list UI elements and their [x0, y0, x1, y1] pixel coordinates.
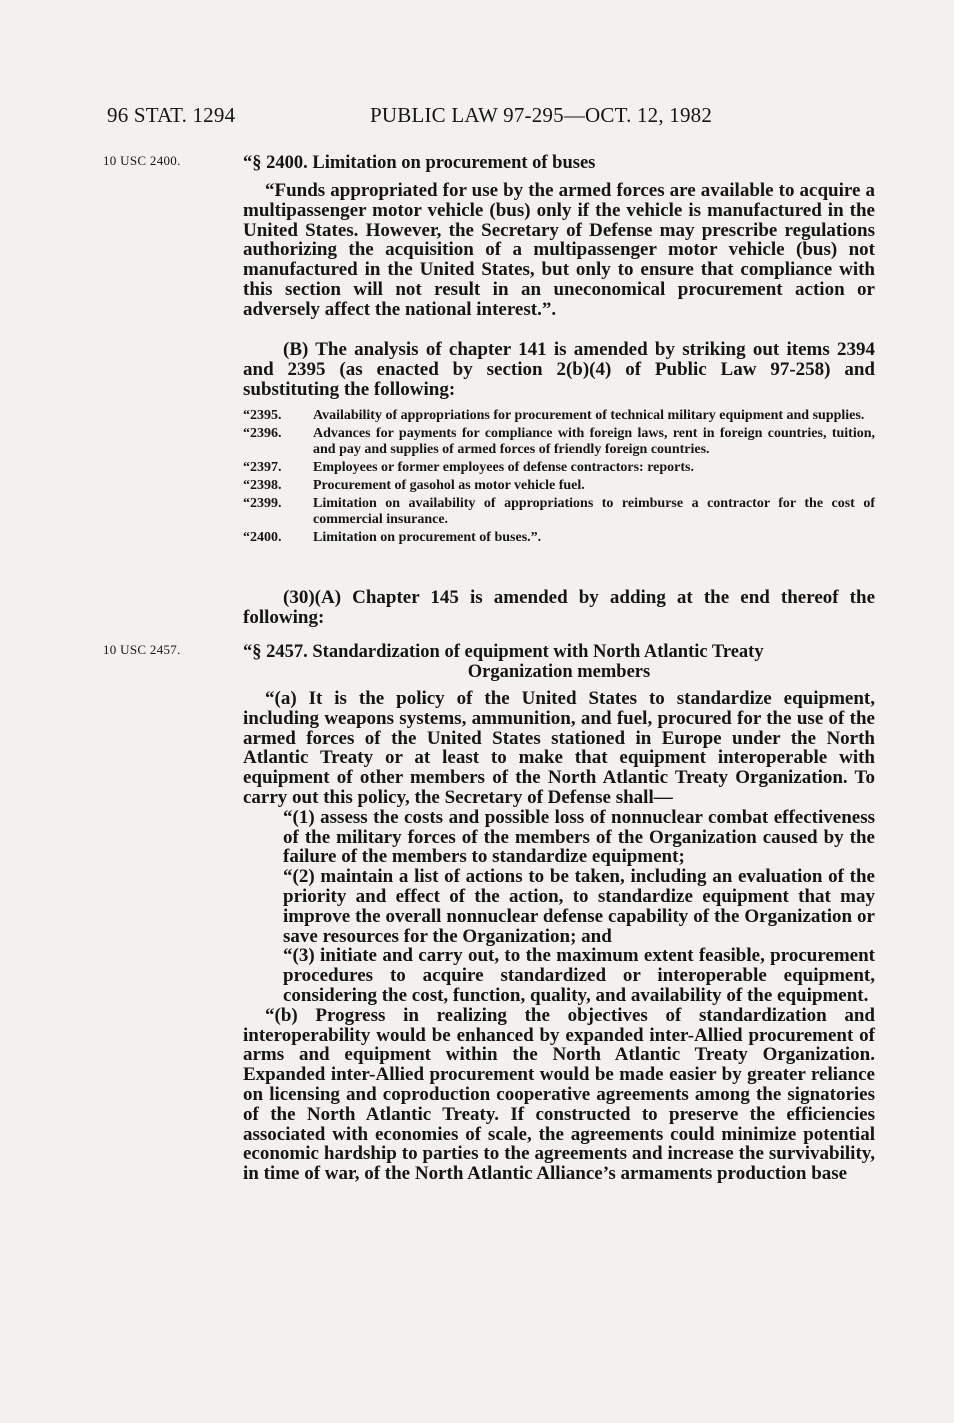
analysis-item-text: Limitation on availability of appropriations to reimburse a contractor for the cost of commercial insurance. [313, 496, 875, 527]
subsection-a-item-3: “(3) initiate and carry out, to the maximum extent feasible, procurement procedures to acquire standardized or interoperable equipment, considering the cost, function, quality, and availability of the equipment. [283, 945, 875, 1006]
analysis-item [243, 530, 875, 546]
chapter-analysis-list [243, 408, 875, 548]
section-2457-body [243, 689, 875, 1184]
amendment-b-text: (B) The analysis of chapter 141 is amended by striking out items 2394 and 2395 (as enacted by section 2(b)(4) of Public Law 97-258) and substituting the following: [243, 339, 875, 400]
subsection-a-item-1: “(1) assess the costs and possible loss of nonnuclear combat effectiveness of the military forces of the members of the Organization caused by the failure of the members to standardize equipment; [283, 806, 875, 868]
subsection-a-item-2: “(2) maintain a list of actions to be taken, including an evaluation of the priority and effect of the action, to standardize equipment that may improve the overall nonnuclear defense capability of the Organization or save resources for the Organization; and [283, 866, 875, 947]
analysis-item [243, 478, 875, 494]
public-law-header: PUBLIC LAW 97-295—OCT. 12, 1982 [370, 103, 713, 127]
section-2457-heading-line2: Organization members [467, 662, 651, 682]
analysis-item-number: “2397. [243, 460, 282, 475]
analysis-item-text: Employees or former employees of defense contractors: reports. [313, 460, 695, 475]
statute-page-reference: 96 STAT. 1294 [107, 103, 236, 127]
amendment-30a-block [243, 588, 875, 628]
analysis-item-text: Limitation on procurement of buses.”. [313, 530, 542, 545]
analysis-item-number: “2398. [243, 478, 282, 493]
analysis-item [243, 496, 875, 528]
section-2400-heading: “§ 2400. Limitation on procurement of buses [243, 153, 596, 173]
analysis-item [243, 460, 875, 476]
analysis-item-text: Procurement of gasohol as motor vehicle fuel. [313, 478, 585, 493]
subsection-a: “(a) It is the policy of the United States to standardize equipment, including weapons systems, ammunition, and fuel, procured for the use of the armed forces of the United States stationed in Europe under the North Atlantic Treaty or at least to make that equipment interoperable with equipment of other members of the North Atlantic Treaty Organization. To carry out this policy, the Secretary of Defense shall— [243, 688, 875, 808]
analysis-item-text: Advances for payments for compliance with foreign laws, rent in foreign countries, tuition, and pay and supplies of armed forces of friendly foreign countries. [313, 426, 875, 457]
analysis-item-number: “2396. [243, 426, 282, 441]
amendment-b-block [243, 340, 875, 399]
analysis-item-number: “2400. [243, 530, 282, 545]
analysis-item-number: “2399. [243, 496, 282, 511]
analysis-item [243, 426, 875, 458]
analysis-item-text: Availability of appropriations for procurement of technical military equipment and supplies. [313, 408, 865, 423]
section-2400-body [243, 181, 875, 320]
section-2400-text: “Funds appropriated for use by the armed forces are available to acquire a multipassenger motor vehicle (bus) only if the vehicle is manufactured in the United States. However, the Secretary of Defense may prescribe regulations authorizing the acquisition of a multipassenger motor vehicle (bus) not manufactured in the United States, but only to ensure that compliance with this section will not result in an uneconomical procurement action or adversely affect the national interest.”. [243, 180, 875, 320]
analysis-item [243, 408, 875, 424]
margin-note-usc-2400: 10 USC 2400. [103, 153, 181, 168]
amendment-30a-text: (30)(A) Chapter 145 is amended by adding at the end thereof the following: [243, 587, 875, 628]
subsection-b: “(b) Progress in realizing the objectives of standardization and interoperability would be enhanced by expanded inter-Allied procurement of arms and equipment within the North Atlantic Treaty Organization. Expanded inter-Allied procurement would be made easier by greater reliance on licensing and coproduction cooperative agreements among the signatories of the North Atlantic Treaty. If constructed to preserve the efficiencies associated with economies of scale, the agreements could minimize potential economic hardship to parties to the agreements and increase the survivability, in time of war, of the North Atlantic Alliance’s armaments production base [243, 1004, 875, 1185]
margin-note-usc-2457: 10 USC 2457. [103, 642, 181, 657]
analysis-item-number: “2395. [243, 408, 282, 423]
section-2457-heading: “§ 2457. Standardization of equipment with North Atlantic Treaty [243, 642, 764, 662]
